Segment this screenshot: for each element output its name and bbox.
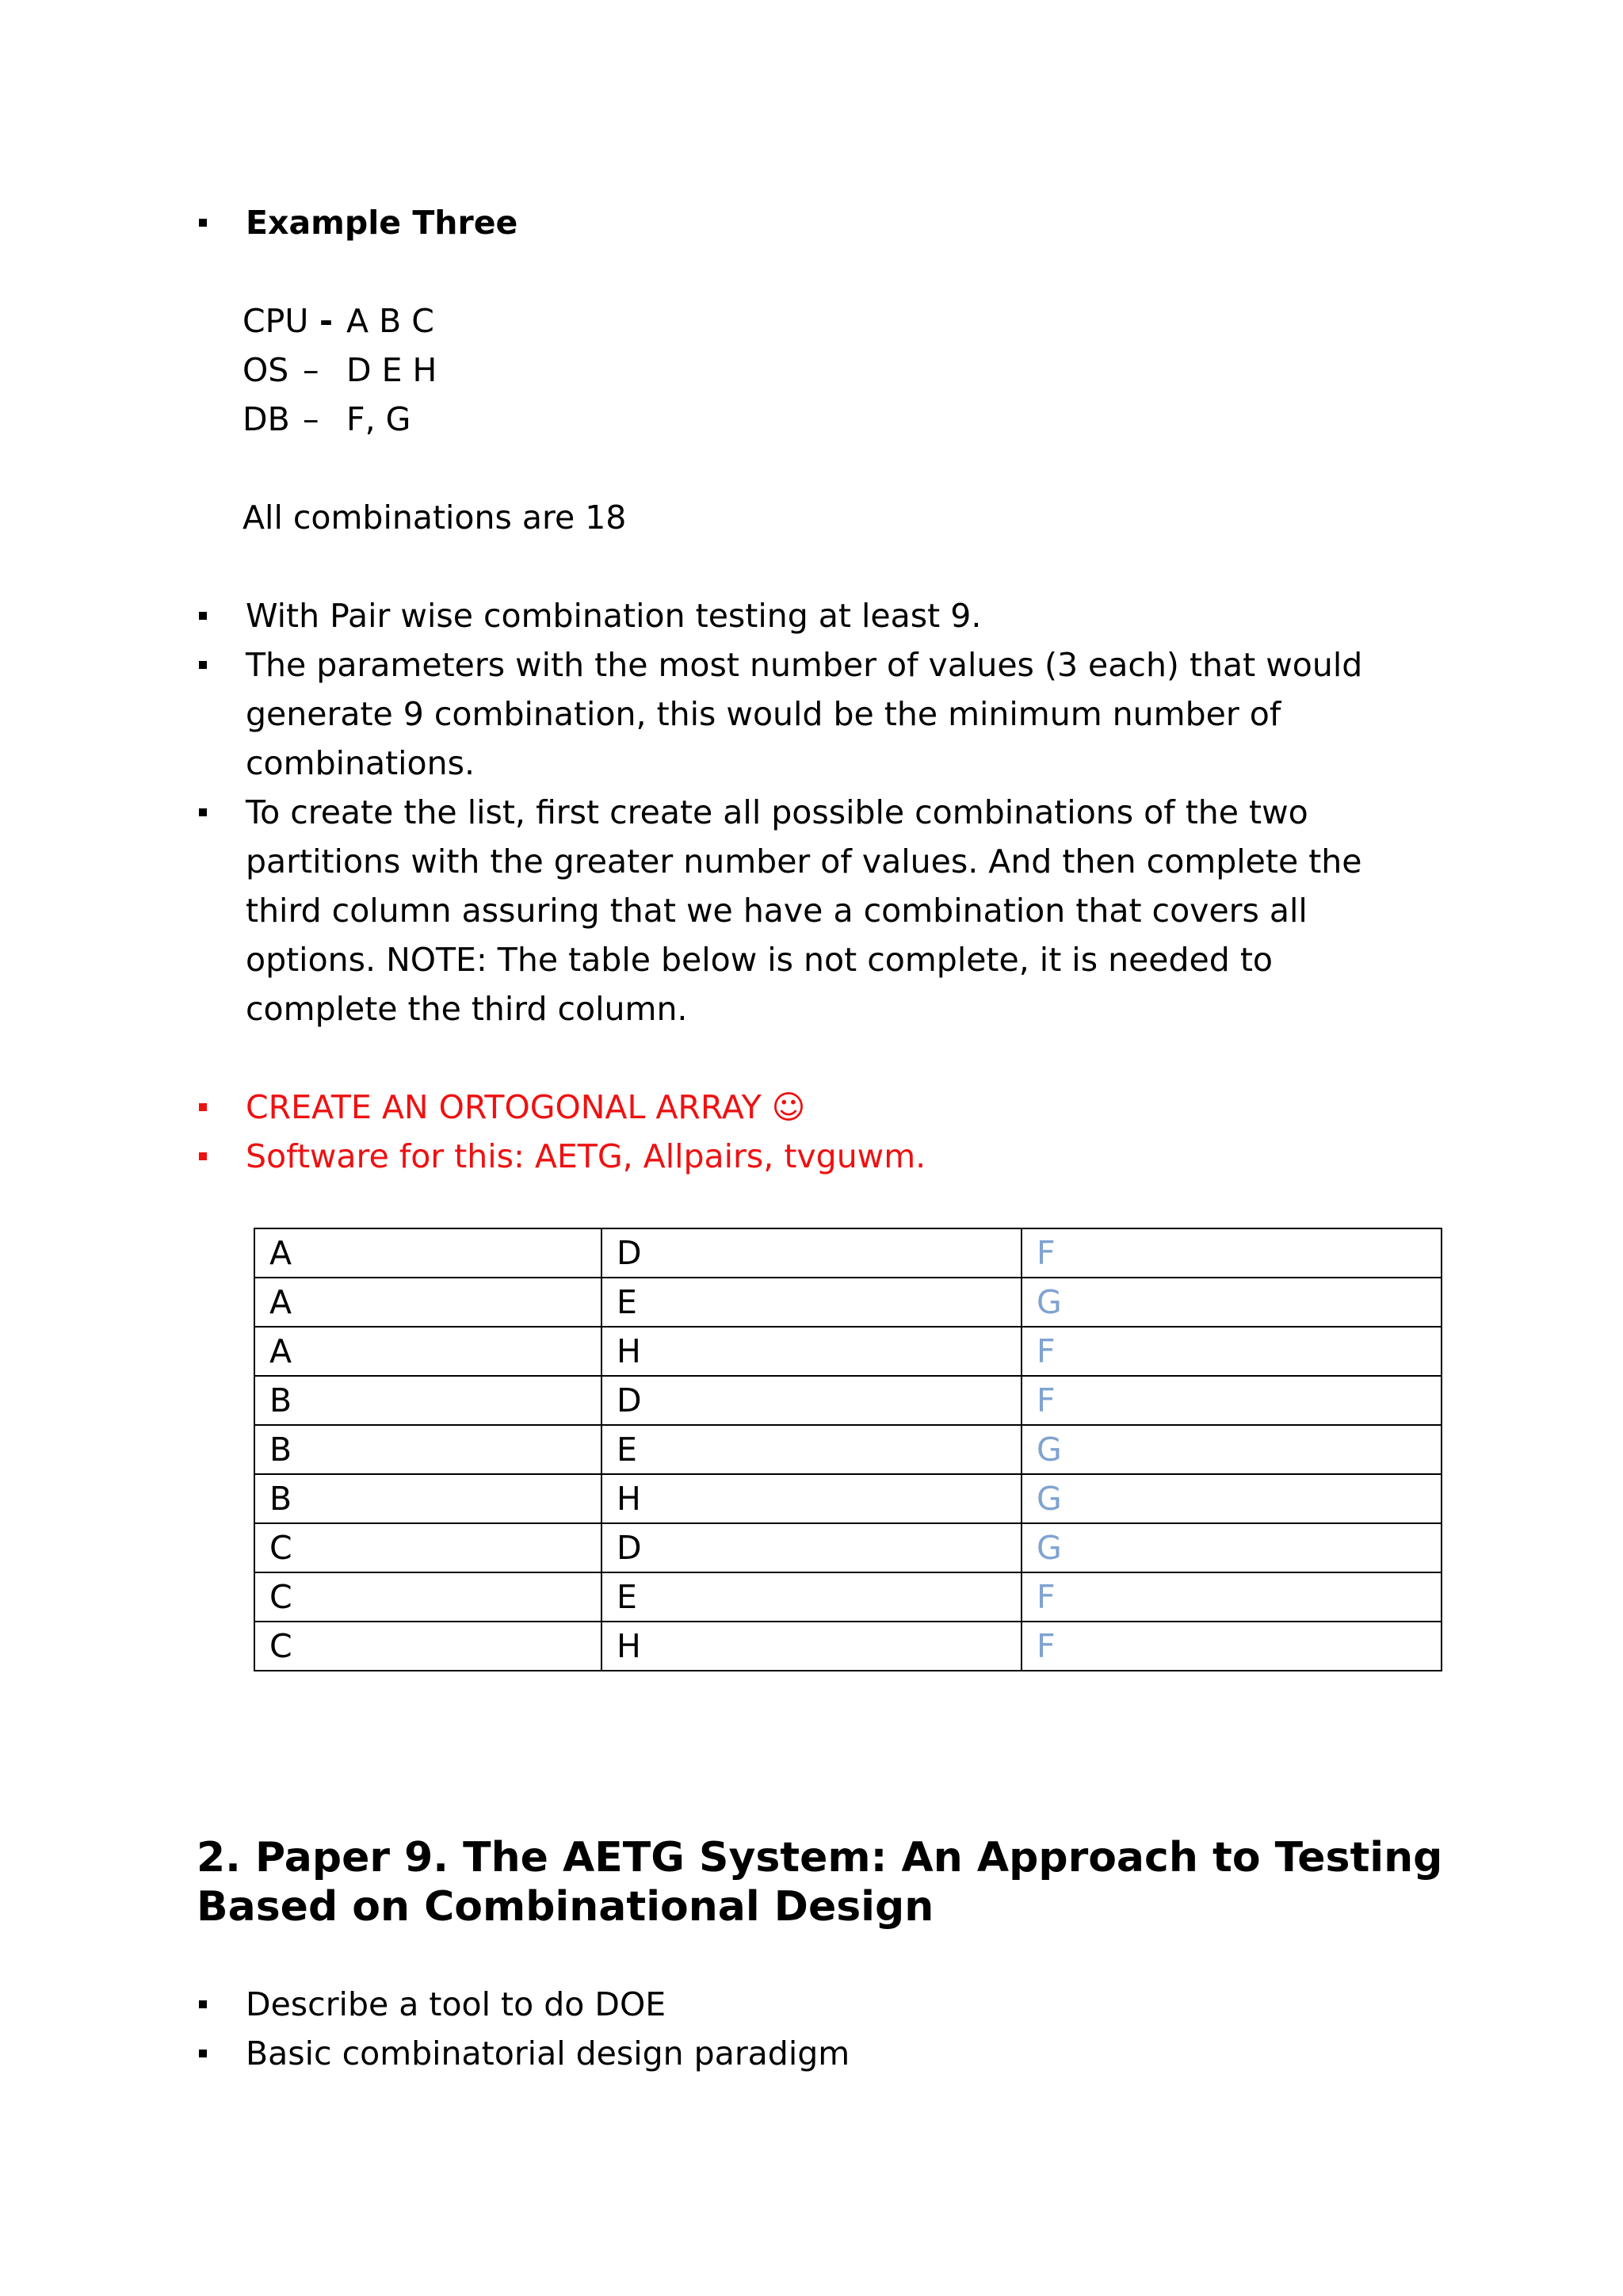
table-cell-db: G [1022,1474,1442,1523]
bullet-marker [199,2050,207,2057]
param-db-name: DB [242,400,290,438]
table-row [254,1327,1442,1376]
section-heading-line2: Based on Combinational Design [197,1883,934,1931]
bullet-parameters-line1: The parameters with the most number of values (3 each) that would [246,646,1363,684]
table-cell-cpu: C [254,1622,601,1671]
table-cell-cpu: C [254,1523,601,1572]
param-cpu-name: CPU [242,302,309,340]
red-bullet-orthogonal-array: CREATE AN ORTOGONAL ARRAY ☺ [246,1088,806,1126]
bullet-create-list-line1: To create the list, first create all possible combinations of the two [246,793,1308,831]
table-cell-os: E [601,1572,1022,1622]
param-os-values: D E H [346,351,437,389]
table-cell-cpu: A [254,1327,601,1376]
table-row [254,1622,1442,1671]
table-cell-os: E [601,1425,1022,1474]
table-cell-cpu: C [254,1572,601,1622]
bullet-marker [199,808,207,816]
table-cell-os: H [601,1327,1022,1376]
combination-table [254,1228,1442,1671]
bullet-create-list-line3: third column assuring that we have a combination that covers all [246,892,1308,930]
table-cell-db: G [1022,1278,1442,1327]
table-cell-os: E [601,1278,1022,1327]
table-row [254,1278,1442,1327]
bullet-marker-red [199,1103,207,1111]
table-cell-db: F [1022,1327,1442,1376]
table-row [254,1474,1442,1523]
table-cell-cpu: A [254,1278,601,1327]
bullet-parameters-line2: generate 9 combination, this would be the minimum number of [246,695,1281,733]
param-db-sep: – [303,400,319,438]
table-cell-db: F [1022,1622,1442,1671]
table-cell-cpu: B [254,1425,601,1474]
table-row [254,1523,1442,1572]
bullet-marker [199,661,207,669]
bullet-create-list-line5: complete the third column. [246,990,688,1028]
param-os-name: OS [242,351,289,389]
param-cpu-sep: - [319,302,334,340]
param-cpu-values: A B C [346,302,434,340]
bullet-create-list-line4: options. NOTE: The table below is not complete, it is needed to [246,941,1273,979]
table-row [254,1425,1442,1474]
section-bullet-paradigm: Basic combinatorial design paradigm [246,2034,850,2073]
table-cell-db: G [1022,1523,1442,1572]
table-cell-cpu: B [254,1474,601,1523]
all-combinations-text: All combinations are 18 [242,499,627,537]
table-cell-db: F [1022,1376,1442,1425]
table-cell-os: D [601,1228,1022,1278]
table-cell-cpu: A [254,1228,601,1278]
bullet-create-list-line2: partitions with the greater number of values. And then complete the [246,842,1362,881]
bullet-marker [199,612,207,620]
red-bullet-software: Software for this: AETG, Allpairs, tvguwm. [246,1137,926,1175]
table-cell-cpu: B [254,1376,601,1425]
example-title: Example Three [246,204,518,242]
section-heading-line1: 2. Paper 9. The AETG System: An Approach to Testing [197,1834,1443,1881]
param-os-sep: – [303,351,319,389]
table-row [254,1228,1442,1278]
bullet-marker [199,219,207,227]
bullet-marker [199,2000,207,2008]
table-row [254,1572,1442,1622]
table-cell-os: H [601,1622,1022,1671]
bullet-marker-red [199,1152,207,1160]
table-cell-os: H [601,1474,1022,1523]
table-cell-db: F [1022,1572,1442,1622]
table-row [254,1376,1442,1425]
table-cell-db: F [1022,1228,1442,1278]
section-bullet-doe: Describe a tool to do DOE [246,1985,666,2023]
table-cell-os: D [601,1376,1022,1425]
bullet-parameters-line3: combinations. [246,744,475,782]
param-db-values: F, G [346,400,411,438]
table-cell-os: D [601,1523,1022,1572]
bullet-pairwise: With Pair wise combination testing at least 9. [246,597,982,635]
table-cell-db: G [1022,1425,1442,1474]
